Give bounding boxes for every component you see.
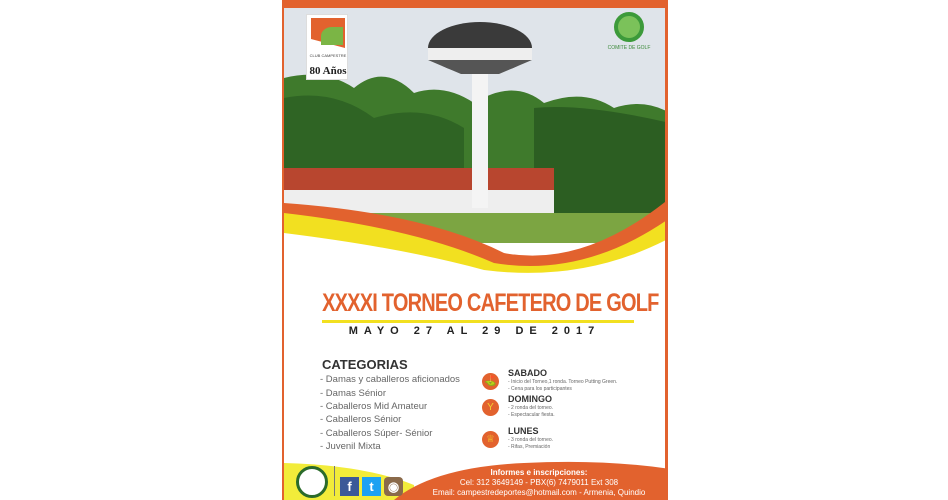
schedule-line: - Rifas, Premiación [508,444,551,450]
twitter-icon[interactable]: t [362,477,381,496]
top-bar [284,0,665,8]
golf-logo-text: COMITE DE GOLF [607,45,651,51]
divider [334,466,335,496]
schedule-day: DOMINGO [508,394,552,404]
golfer-icon: ⛳ [482,373,499,390]
contact-email: Email: campestredeportes@hotmail.com - Armenia, Quindio [432,488,646,497]
cocktail-icon: Y [482,399,499,416]
club-campestre-logo [306,14,348,80]
poster-title: XXXXI TORNEO CAFETERO DE GOLF [322,289,659,317]
event-date: MAYO 27 AL 29 DE 2017 [348,325,601,337]
categories-heading: CATEGORIAS [322,357,408,372]
schedule-line: - Espectacular fiesta. [508,412,555,418]
schedule-line: - Cena para los participantes [508,386,572,392]
contact-info [410,468,668,498]
trophy-icon: ♕ [482,431,499,448]
title-underline [322,320,634,323]
comite-de-golf-logo [602,12,656,58]
facebook-icon[interactable]: f [340,477,359,496]
category-item: - Caballeros Mid Amateur [320,401,428,412]
contact-phone: Cel: 312 3649149 - PBX(6) 7479011 Ext 308 [459,478,619,487]
category-item: - Juvenil Mixta [320,441,381,452]
schedule-day: SABADO [508,368,548,378]
schedule-line: - 3 ronda del torneo. [508,437,554,443]
tournament-poster [282,0,668,500]
category-item: - Damas Sénior [320,388,386,399]
schedule-line: - 2 ronda del torneo. [508,405,554,411]
category-item: - Caballeros Sénior [320,414,402,425]
category-item: - Damas y caballeros aficionados [320,374,460,385]
category-item: - Caballeros Súper- Sénior [320,428,433,439]
club-logo-years: 80 Años [309,65,347,77]
schedule-line: - Inicio del Torneo,1 ronda. Torneo Putting Green. [508,379,618,385]
seal-logo [296,466,328,498]
contact-heading: Informes e inscripciones: [490,468,588,477]
instagram-icon[interactable]: ◉ [384,477,403,496]
club-logo-text: CLUB CAMPESTRE [309,53,347,58]
schedule-day: LUNES [508,426,539,436]
